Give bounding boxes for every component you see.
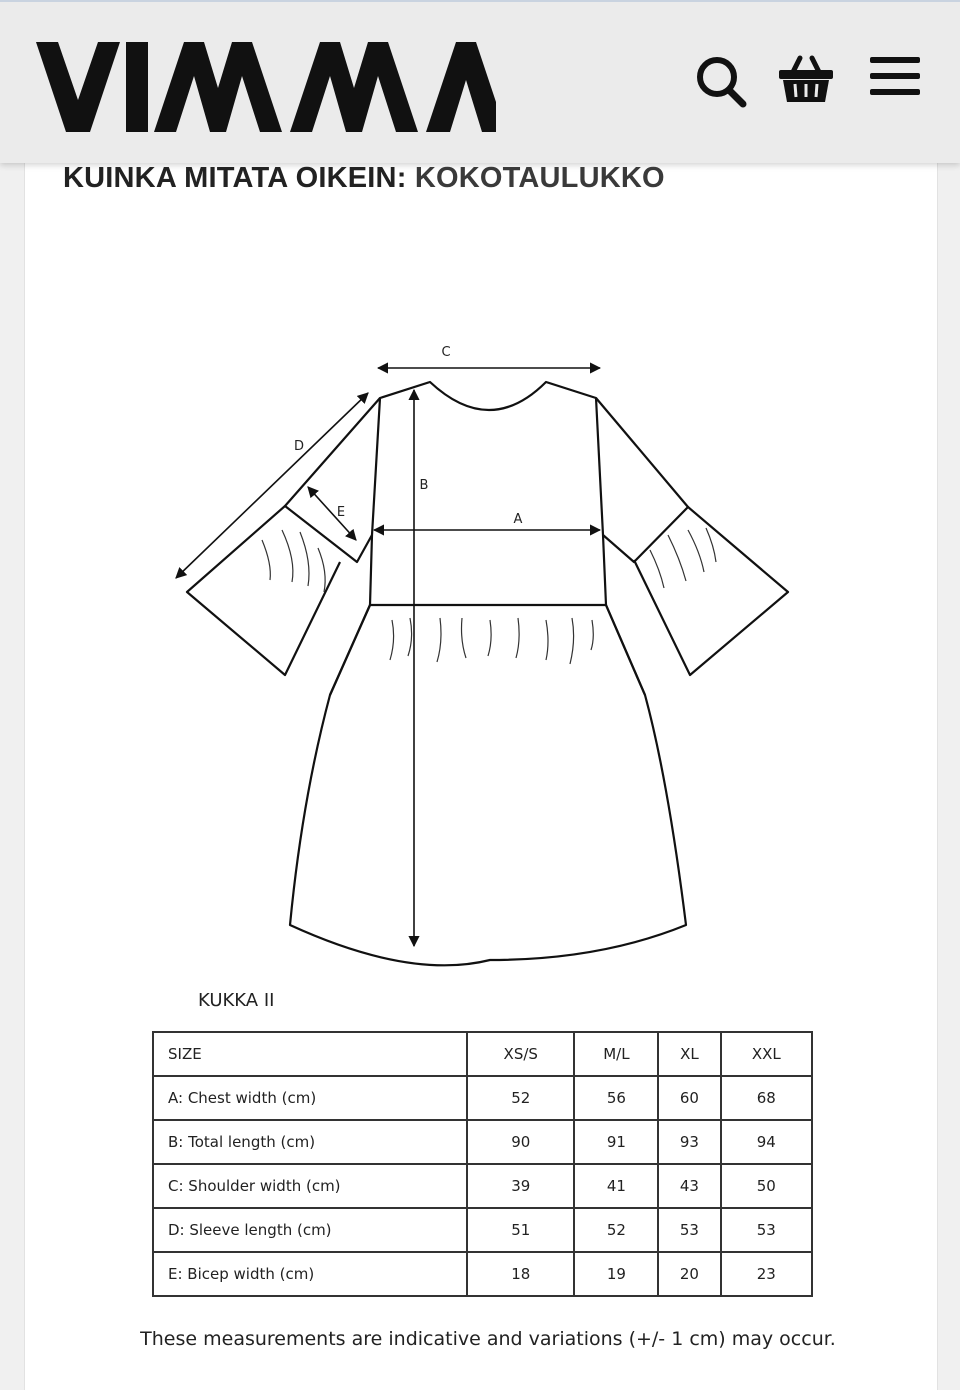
right-sleeve-flare: [634, 507, 788, 675]
label-c: C: [441, 345, 451, 360]
column-header: XL: [658, 1032, 720, 1076]
table-cell: 68: [721, 1076, 812, 1120]
table-row: [153, 1208, 812, 1252]
column-header: XS/S: [467, 1032, 574, 1076]
table-cell: 20: [658, 1252, 720, 1296]
table-cell: 43: [658, 1164, 720, 1208]
table-header-row: [153, 1032, 812, 1076]
hamburger-menu-icon: [868, 54, 924, 98]
right-sleeve: [596, 398, 688, 562]
row-label: B: Total length (cm): [153, 1120, 467, 1164]
skirt-outline: [290, 605, 686, 965]
page-title: [63, 162, 665, 195]
table-cell: 19: [574, 1252, 658, 1296]
search-icon: [694, 52, 750, 108]
product-name: KUKKA II: [198, 990, 275, 1011]
page-title-main: KUINKA MITATA OIKEIN:: [63, 162, 407, 194]
table-cell: 53: [721, 1208, 812, 1252]
column-header: XXL: [721, 1032, 812, 1076]
dress-outline: [370, 382, 606, 605]
table-cell: 94: [721, 1120, 812, 1164]
row-label: D: Sleeve length (cm): [153, 1208, 467, 1252]
row-label: A: Chest width (cm): [153, 1076, 467, 1120]
table-cell: 41: [574, 1164, 658, 1208]
table-cell: 52: [467, 1076, 574, 1120]
table-cell: 39: [467, 1164, 574, 1208]
search-button[interactable]: [694, 52, 750, 113]
column-header: M/L: [574, 1032, 658, 1076]
table-cell: 53: [658, 1208, 720, 1252]
table-cell: 91: [574, 1120, 658, 1164]
label-b: B: [419, 478, 429, 493]
shopping-basket-icon: [776, 52, 836, 108]
table-row: [153, 1164, 812, 1208]
table-cell: 56: [574, 1076, 658, 1120]
table-cell: 23: [721, 1252, 812, 1296]
row-label: E: Bicep width (cm): [153, 1252, 467, 1296]
size-table: [152, 1031, 813, 1297]
header-top-border: [0, 0, 960, 2]
table-row: [153, 1120, 812, 1164]
cart-button[interactable]: [776, 52, 836, 113]
table-cell: 51: [467, 1208, 574, 1252]
vimma-logo-icon: [36, 40, 496, 134]
site-header: [0, 0, 960, 163]
dimension-e: [308, 487, 356, 540]
table-cell: 52: [574, 1208, 658, 1252]
dress-measurement-diagram: [150, 330, 810, 980]
measurement-note: These measurements are indicative and variations (+/- 1 cm) may occur.: [140, 1328, 836, 1350]
label-d: D: [293, 439, 305, 454]
column-header: SIZE: [153, 1032, 467, 1076]
label-e: E: [336, 505, 346, 520]
brand-logo[interactable]: [36, 40, 496, 139]
table-cell: 90: [467, 1120, 574, 1164]
left-sleeve: [285, 398, 380, 562]
menu-button[interactable]: [868, 54, 924, 103]
row-label: C: Shoulder width (cm): [153, 1164, 467, 1208]
table-cell: 18: [467, 1252, 574, 1296]
table-cell: 50: [721, 1164, 812, 1208]
page-title-accent: KOKOTAULUKKO: [414, 162, 665, 194]
table-cell: 60: [658, 1076, 720, 1120]
table-row: [153, 1252, 812, 1296]
dimension-d: [176, 393, 368, 578]
table-row: [153, 1076, 812, 1120]
label-a: A: [513, 512, 523, 527]
table-cell: 93: [658, 1120, 720, 1164]
